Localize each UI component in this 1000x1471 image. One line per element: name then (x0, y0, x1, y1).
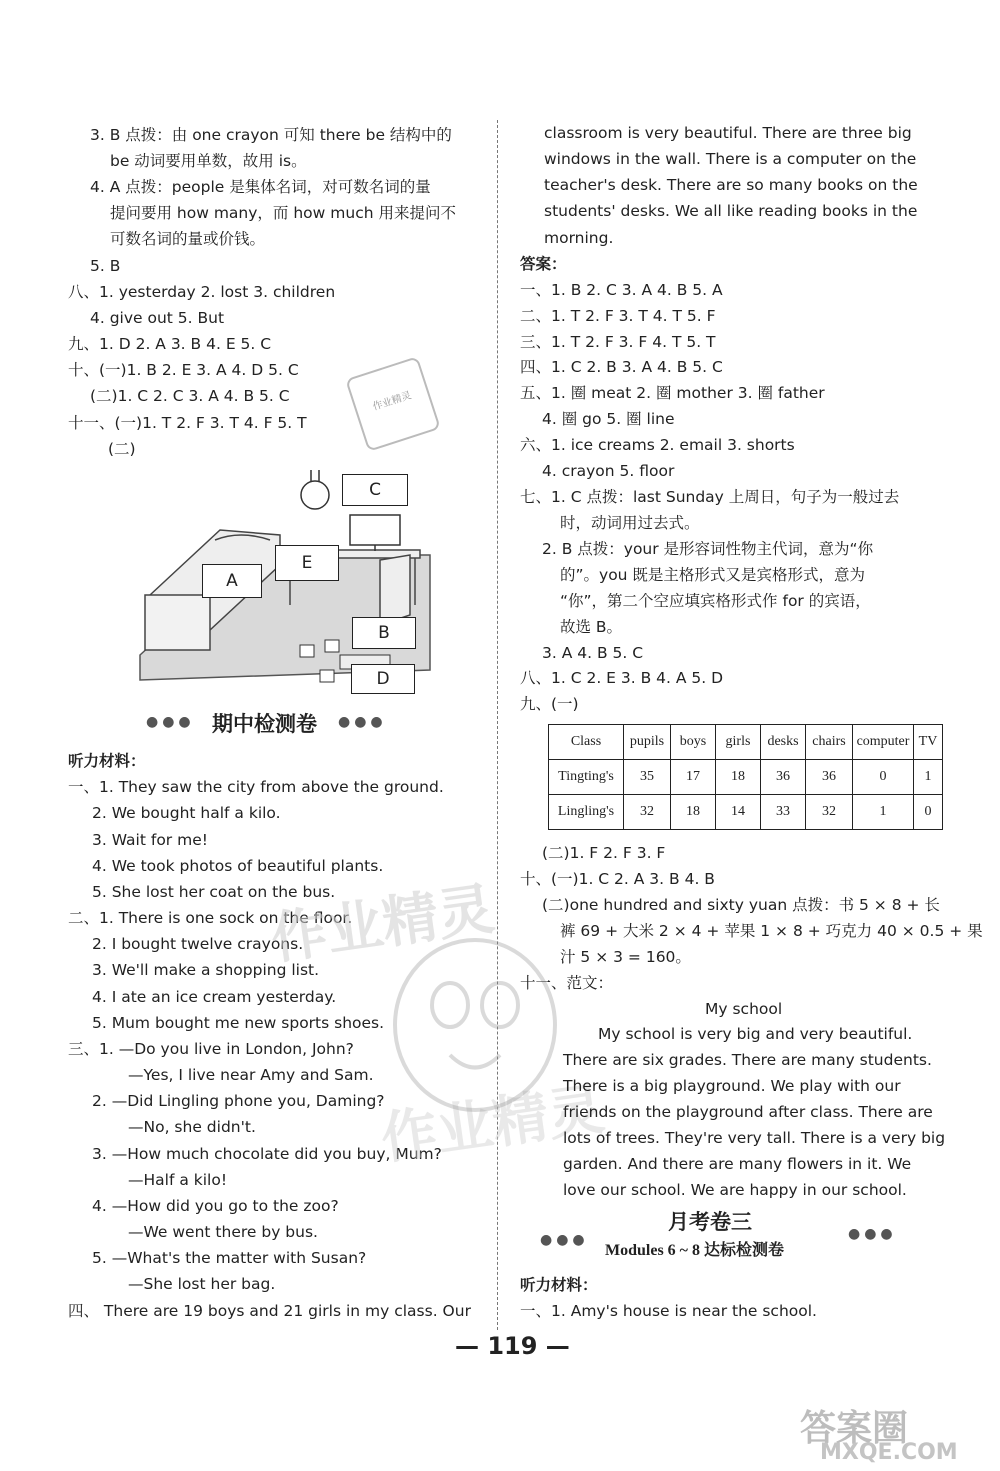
text-line: (二)one hundred and sixty yuan 点拨：书 5 × 8 + 长 (542, 896, 940, 914)
text-line: 4. crayon 5. floor (542, 462, 675, 480)
text-line: 汁 5 × 3 = 160。 (560, 948, 691, 966)
text-line: morning. (544, 229, 614, 247)
text-line: 2. I bought twelve crayons. (92, 935, 304, 953)
listening-heading: 听力材料： (68, 752, 146, 770)
essay-line: My school is very big and very beautiful. (598, 1025, 913, 1043)
mascot-watermark (380, 930, 570, 1130)
text-line: (二) (108, 440, 136, 458)
text-line: teacher's desk. There are so many books on the (544, 176, 918, 194)
text-line: 3. B 点拨：由 one crayon 可知 there be 结构中的 (90, 126, 452, 144)
text-line: 十一、(一)1. T 2. F 3. T 4. F 5. T (68, 414, 307, 432)
text-line: 5. Mum bought me new sports shoes. (92, 1014, 385, 1032)
decorative-dots: ●●● (146, 714, 195, 730)
text-line: 2. —Did Lingling phone you, Daming? (92, 1092, 385, 1110)
essay-line: lots of trees. They're very tall. There is a very big (563, 1129, 946, 1147)
answers-heading: 答案： (520, 255, 567, 273)
text-line: 十、(一)1. C 2. A 3. B 4. B (520, 870, 715, 888)
text-line: 一、1. They saw the city from above the ground. (68, 778, 444, 796)
text-line: 十一、范文： (520, 974, 614, 992)
essay-line: friends on the playground after class. There are (563, 1103, 933, 1121)
corner-watermark-logo: 答案圈 (800, 1408, 909, 1449)
essay-line: garden. And there are many flowers in it. We (563, 1155, 912, 1173)
text-line: 2. B 点拨：your 是形容词性物主代词，意为“你 (542, 540, 874, 558)
text-line: —Half a kilo! (128, 1171, 228, 1189)
table-cell: 36 (806, 760, 853, 795)
table-cell: 14 (716, 795, 761, 830)
text-line: 二、1. T 2. F 3. T 4. T 5. F (520, 307, 716, 325)
text-line: 一、1. Amy's house is near the school. (520, 1302, 817, 1320)
text-line: 4. A 点拨：people 是集体名词，对可数名词的量 (90, 178, 431, 196)
section-title: 期中检测卷 (212, 712, 317, 736)
table-cell: 1 (914, 760, 943, 795)
table-cell: 1 (853, 795, 914, 830)
table-header-cell: chairs (806, 725, 853, 760)
text-line: 4. I ate an ice cream yesterday. (92, 988, 337, 1006)
table-cell: 0 (914, 795, 943, 830)
watermark-text: 作业精灵 (377, 1076, 609, 1173)
text-line: 八、1. C 2. E 3. B 4. A 5. D (520, 669, 724, 687)
text-line: 九、1. D 2. A 3. B 4. E 5. C (68, 335, 272, 353)
text-line: windows in the wall. There is a computer on the (544, 150, 917, 168)
listening-heading: 听力材料： (520, 1276, 598, 1294)
table-header-cell: computer (853, 725, 914, 760)
text-line: 九、(一) (520, 695, 579, 713)
decorative-dots: ●●● (338, 714, 387, 730)
text-line: students' desks. We all like reading books in the (544, 202, 918, 220)
text-line: (二)1. C 2. C 3. A 4. B 5. C (90, 387, 290, 405)
table-cell: Lingling's (549, 795, 624, 830)
table-header-cell: girls (716, 725, 761, 760)
picture-label-a: A (202, 564, 262, 598)
table-header-cell: TV (914, 725, 943, 760)
picture-label-c: C (342, 474, 408, 506)
text-line: 5. B (90, 257, 121, 275)
table-header-cell: desks (761, 725, 806, 760)
text-line: 时，动词用过去式。 (560, 514, 700, 532)
text-line: 5. She lost her coat on the bus. (92, 883, 336, 901)
table-cell: 32 (624, 795, 671, 830)
text-line: 2. We bought half a kilo. (92, 804, 281, 822)
text-line: 八、1. yesterday 2. lost 3. children (68, 283, 336, 301)
text-line: 一、1. B 2. C 3. A 4. B 5. A (520, 281, 723, 299)
text-line: 提问要用 how many，而 how much 用来提问不 (110, 204, 456, 222)
text-line: 故选 B。 (560, 618, 623, 636)
essay-line: love our school. We are happy in our school. (563, 1181, 907, 1199)
table-header-cell: Class (549, 725, 624, 760)
watermark-text: 作业精灵 (267, 876, 499, 973)
text-line: classroom is very beautiful. There are three big (544, 124, 912, 142)
text-line: 5. —What's the matter with Susan? (92, 1249, 367, 1267)
text-line: 裤 69 + 大米 2 × 4 + 苹果 1 × 8 + 巧克力 40 × 0.5 + 果 (560, 922, 983, 940)
essay-line: There is a big playground. We play with our (563, 1077, 901, 1095)
text-line: (二)1. F 2. F 3. F (542, 844, 666, 862)
picture-label-d: D (351, 664, 415, 694)
text-line: 四、1. C 2. B 3. A 4. B 5. C (520, 358, 723, 376)
class-comparison-table (548, 724, 943, 830)
text-line: be 动词要用单数，故用 is。 (110, 152, 307, 170)
table-cell: 36 (761, 760, 806, 795)
text-line: —Yes, I live near Amy and Sam. (128, 1066, 374, 1084)
table-cell: 18 (716, 760, 761, 795)
table-cell: 32 (806, 795, 853, 830)
table-header-cell: pupils (624, 725, 671, 760)
table-cell: Tingting's (549, 760, 624, 795)
text-line: —No, she didn't. (128, 1118, 256, 1136)
text-line: 4. We took photos of beautiful plants. (92, 857, 384, 875)
text-line: 三、1. —Do you live in London, John? (68, 1040, 354, 1058)
text-line: 二、1. There is one sock on the floor. (68, 909, 353, 927)
decorative-dots: ●●● (848, 1226, 897, 1242)
text-line: 4. 圈 go 5. 圈 line (542, 410, 675, 428)
corner-watermark-site: MXQE.COM (820, 1440, 958, 1465)
table-cell: 0 (853, 760, 914, 795)
section-title: 月考卷三 (668, 1210, 752, 1234)
picture-label-e: E (275, 545, 339, 581)
text-line: 三、1. T 2. F 3. F 4. T 5. T (520, 333, 716, 351)
essay-title: My school (705, 1000, 783, 1018)
picture-label-b: B (352, 617, 416, 649)
table-cell: 18 (671, 795, 716, 830)
essay-line: There are six grades. There are many students. (563, 1051, 932, 1069)
section-subtitle: Modules 6 ~ 8 达标检测卷 (605, 1242, 784, 1259)
table-cell: 35 (624, 760, 671, 795)
text-line: 3. We'll make a shopping list. (92, 961, 320, 979)
text-line: 4. —How did you go to the zoo? (92, 1197, 339, 1215)
text-line: 六、1. ice creams 2. email 3. shorts (520, 436, 795, 454)
text-line: 十、(一)1. B 2. E 3. A 4. D 5. C (68, 361, 299, 379)
text-line: 七、1. C 点拨：last Sunday 上周日，句子为一般过去 (520, 488, 900, 506)
text-line: “你”，第二个空应填宾格形式作 for 的宾语， (560, 592, 871, 610)
text-line: —We went there by bus. (128, 1223, 318, 1241)
page-number: — 119 — (455, 1332, 570, 1360)
text-line: 3. —How much chocolate did you buy, Mum? (92, 1145, 442, 1163)
text-line: —She lost her bag. (128, 1275, 276, 1293)
table-header-row (549, 725, 943, 760)
text-line: 五、1. 圈 meat 2. 圈 mother 3. 圈 father (520, 384, 825, 402)
text-line: 四、 There are 19 boys and 21 girls in my class. Our (68, 1302, 471, 1320)
text-line: 4. give out 5. But (90, 309, 225, 327)
text-line: 3. Wait for me! (92, 831, 208, 849)
table-header-cell: boys (671, 725, 716, 760)
table-cell: 33 (761, 795, 806, 830)
text-line: 的”。you 既是主格形式又是宾格形式，意为 (560, 566, 865, 584)
stamp-watermark: 作业精灵 (345, 356, 441, 452)
text-line: 可数名词的量或价钱。 (110, 230, 266, 248)
table-row (549, 760, 943, 795)
text-line: 3. A 4. B 5. C (542, 644, 644, 662)
decorative-dots: ●●● (540, 1232, 589, 1248)
table-row (549, 795, 943, 830)
table-cell: 17 (671, 760, 716, 795)
